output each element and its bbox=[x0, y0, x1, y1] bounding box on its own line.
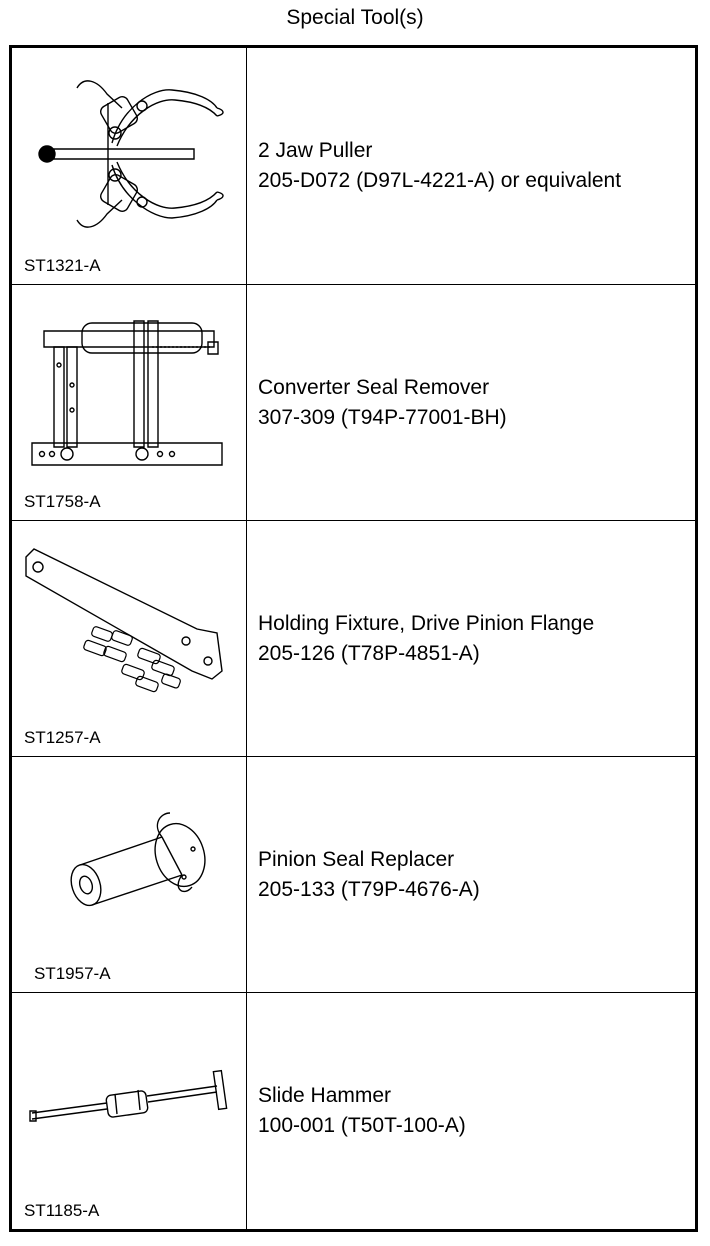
slide-hammer-icon bbox=[12, 993, 247, 1230]
jaw-puller-icon bbox=[12, 48, 247, 284]
table-row bbox=[12, 756, 695, 992]
tool-description bbox=[258, 521, 594, 756]
special-tools-table bbox=[9, 45, 698, 1232]
tool-description bbox=[258, 993, 466, 1229]
seal-remover-icon bbox=[12, 285, 247, 521]
table-row bbox=[12, 284, 695, 520]
tool-number: 100-001 (T50T-100-A) bbox=[258, 1114, 466, 1137]
table-row bbox=[12, 992, 695, 1229]
tool-illustration-cell bbox=[12, 521, 247, 756]
tool-name: Slide Hammer bbox=[258, 1084, 392, 1107]
tool-code: ST1185-A bbox=[24, 1201, 100, 1220]
tool-number: 307-309 (T94P-77001-BH) bbox=[258, 405, 507, 429]
tool-name: Pinion Seal Replacer bbox=[258, 847, 455, 871]
tool-illustration-cell bbox=[12, 48, 247, 284]
tool-description bbox=[258, 48, 621, 284]
tool-name: 2 Jaw Puller bbox=[258, 139, 373, 162]
tool-illustration-cell bbox=[12, 757, 247, 992]
tool-name: Holding Fixture, Drive Pinion Flange bbox=[258, 611, 595, 635]
tool-code: ST1957-A bbox=[34, 964, 111, 983]
tool-number: 205-D072 (D97L-4221-A) or equivalent bbox=[258, 169, 622, 192]
tool-code: ST1257-A bbox=[24, 728, 101, 747]
tool-description bbox=[258, 757, 480, 992]
tool-illustration-cell bbox=[12, 285, 247, 520]
holding-fixture-icon bbox=[12, 521, 247, 757]
tool-number: 205-126 (T78P-4851-A) bbox=[258, 641, 480, 665]
seal-replacer-icon bbox=[12, 757, 247, 993]
page-title: Special Tool(s) bbox=[286, 6, 424, 29]
tool-name: Converter Seal Remover bbox=[258, 375, 490, 399]
table-row bbox=[12, 48, 695, 284]
tool-code: ST1758-A bbox=[24, 492, 101, 511]
tool-illustration-cell bbox=[12, 993, 247, 1229]
tool-number: 205-133 (T79P-4676-A) bbox=[258, 877, 480, 901]
tool-code: ST1321-A bbox=[24, 256, 101, 275]
table-row bbox=[12, 520, 695, 756]
tool-description bbox=[258, 285, 507, 520]
